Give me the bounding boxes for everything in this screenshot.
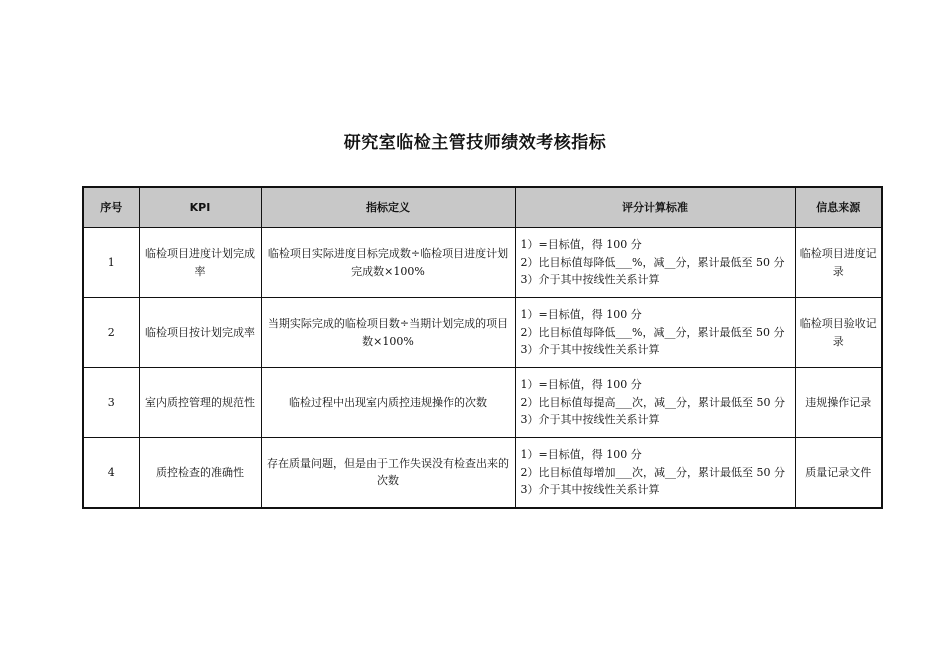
row-kpi: 临检项目按计划完成率 (139, 298, 261, 368)
header-standard: 评分计算标准 (515, 187, 795, 228)
table-row (83, 368, 882, 438)
row-source: 临检项目进度记录 (795, 228, 882, 298)
row-definition: 当期实际完成的临检项目数÷当期计划完成的项目数×100% (261, 298, 515, 368)
standard-line: 2）比目标值每提高___次，减__分，累计最低至 50 分 (520, 395, 785, 409)
row-source: 质量记录文件 (795, 438, 882, 508)
standard-line: 2）比目标值每降低___%，减__分，累计最低至 50 分 (520, 255, 785, 269)
row-kpi: 临检项目进度计划完成率 (139, 228, 261, 298)
row-standard (515, 298, 795, 368)
standard-line: 2）比目标值每降低___%，减__分，累计最低至 50 分 (520, 325, 785, 339)
row-standard (515, 438, 795, 508)
header-source: 信息来源 (795, 187, 882, 228)
header-no: 序号 (83, 187, 139, 228)
row-source: 临检项目验收记录 (795, 298, 882, 368)
row-definition: 存在质量问题，但是由于工作失误没有检查出来的次数 (261, 438, 515, 508)
table-row (83, 438, 882, 508)
standard-line: 1）=目标值，得 100 分 (520, 448, 642, 461)
standard-line: 1）=目标值，得 100 分 (520, 308, 642, 322)
table-row (83, 298, 882, 368)
row-no: 1 (83, 228, 139, 298)
kpi-table (82, 186, 883, 509)
header-definition: 指标定义 (261, 187, 515, 228)
table-row (83, 228, 882, 298)
standard-line: 3）介于其中按线性关系计算 (520, 483, 660, 496)
row-no: 3 (83, 368, 139, 438)
row-source: 违规操作记录 (795, 368, 882, 438)
row-definition: 临检过程中出现室内质控违规操作的次数 (261, 368, 515, 438)
standard-line: 3）介于其中按线性关系计算 (520, 413, 660, 427)
row-kpi: 质控检查的准确性 (139, 438, 261, 508)
row-standard (515, 228, 795, 298)
table-header-row (83, 187, 882, 228)
standard-line: 3）介于其中按线性关系计算 (520, 343, 660, 357)
standard-line: 3）介于其中按线性关系计算 (520, 273, 660, 287)
standard-line: 2）比目标值每增加___次，减__分，累计最低至 50 分 (520, 465, 785, 479)
document-title: 研究室临检主管技师绩效考核指标 (343, 133, 607, 153)
standard-line: 1）=目标值，得 100 分 (520, 238, 642, 252)
row-standard (515, 368, 795, 438)
row-no: 2 (83, 298, 139, 368)
row-no: 4 (83, 438, 139, 508)
header-kpi: KPI (139, 187, 261, 228)
row-definition: 临检项目实际进度目标完成数÷临检项目进度计划完成数×100% (261, 228, 515, 298)
standard-line: 1）=目标值，得 100 分 (520, 378, 642, 392)
row-kpi: 室内质控管理的规范性 (139, 368, 261, 438)
